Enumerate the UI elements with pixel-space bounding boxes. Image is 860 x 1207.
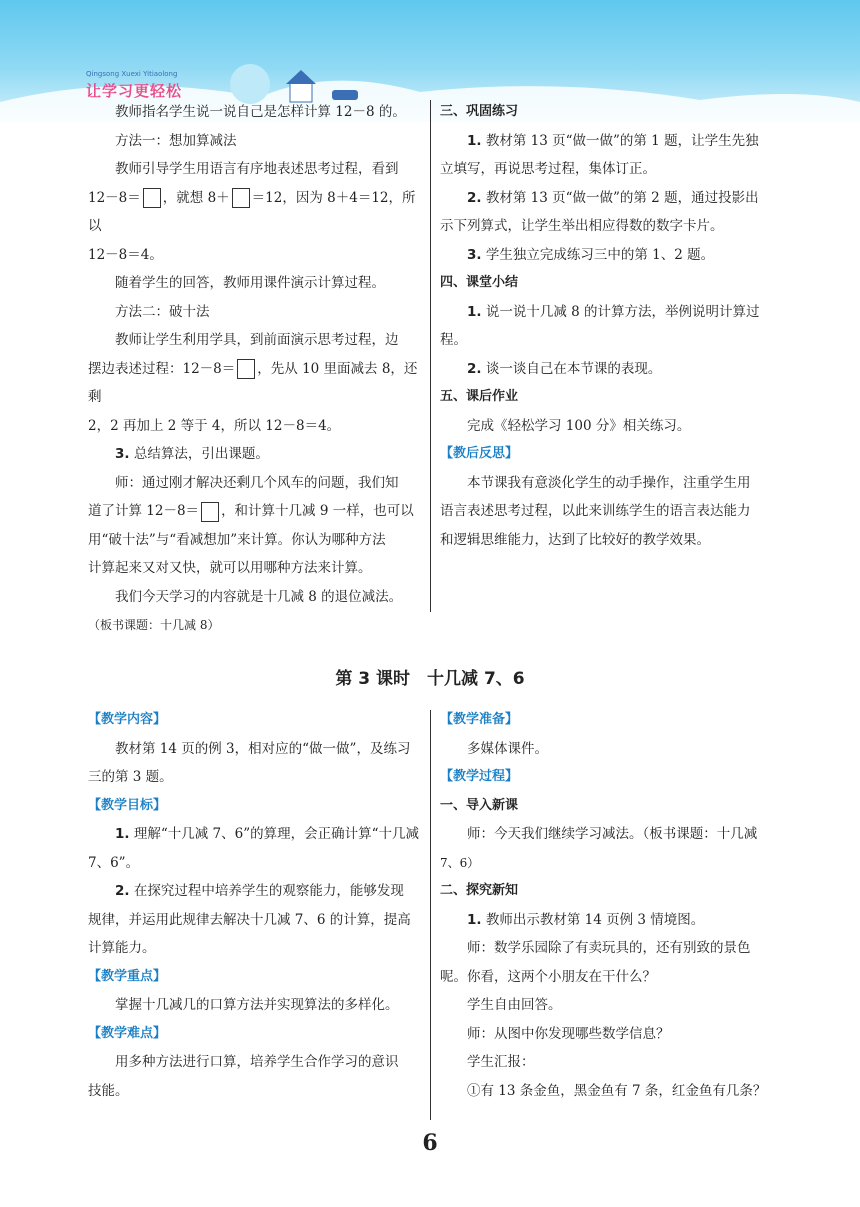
lesson-title: 第 3 课时 十几减 7、6: [335, 669, 525, 689]
section-tag: 【教学重点】: [88, 968, 167, 984]
section-heading: 四、课堂小结: [440, 275, 519, 290]
section-tag: 【教学过程】: [440, 769, 519, 784]
board-note: （板书课题：十几减 8）: [88, 618, 220, 632]
paragraph: 掌握十几减几的口算方法并实现算法的多样化。: [115, 997, 399, 1013]
list-item: 1. 说一说十几减 8 的计算方法，举例说明计算过: [467, 303, 760, 320]
section-heading: 三、巩固练习: [440, 104, 519, 119]
paragraph: 教师让学生利用学具，到前面演示思考过程，边: [115, 332, 399, 348]
paragraph: 语言表述思考过程，以此来训练学生的语言表达能力: [440, 503, 751, 519]
equation-line: 道了计算 12－8＝ ，和计算十几减 9 一样，也可以: [88, 497, 423, 526]
paragraph: 规律，并运用此规律去解决十几减 7、6 的计算，提高: [88, 911, 411, 928]
section-tag: 【教学难点】: [88, 1025, 167, 1041]
paragraph: 师：从图中你发现哪些数学信息？: [467, 1025, 670, 1042]
paragraph: 教师指名学生说一说自己是怎样计算 12－8 的。: [115, 104, 406, 120]
section-heading: 二、探究新知: [440, 883, 519, 898]
paragraph: 和逻辑思维能力，达到了比较好的教学效果。: [440, 531, 710, 548]
paragraph: 12－8＝4。: [88, 246, 163, 263]
paragraph: 我们今天学习的内容就是十几减 8 的退位减法。: [115, 588, 403, 605]
bottom-left-column: [88, 706, 423, 1105]
paragraph: 随着学生的回答，教师用课件演示计算过程。: [115, 275, 385, 291]
reflection-tag: 【教后反思】: [440, 446, 519, 461]
paragraph: 师：通过刚才解决还剩几个风车的问题，我们知: [115, 474, 399, 491]
method-two-heading: 方法二：破十法: [115, 303, 210, 320]
bottom-right-column: [440, 706, 775, 1105]
paragraph: 计算起来又对又快，就可以用哪种方法来计算。: [88, 560, 372, 576]
section-tag: 【教学准备】: [440, 712, 519, 727]
section-heading: 五、课后作业: [440, 389, 519, 404]
paragraph: 师：今天我们继续学习减法。（板书课题：十几减: [467, 826, 758, 842]
paragraph: 立填写，再说思考过程，集体订正。: [440, 161, 656, 177]
list-item: 1. 教材第 13 页“做一做”的第 1 题，让学生先独: [467, 132, 759, 149]
list-item: 1. 教师出示教材第 14 页例 3 情境图。: [467, 911, 705, 928]
section-tag: 【教学目标】: [88, 797, 167, 813]
paragraph: 教材第 14 页的例 3，相对应的“做一做”，及练习: [115, 740, 411, 757]
answer-box: [201, 502, 219, 522]
top-right-column: [440, 98, 775, 554]
top-left-column: [88, 98, 423, 640]
paragraph: 教师引导学生用语言有序地表述思考过程，看到: [115, 161, 399, 177]
paragraph: 计算能力。: [88, 940, 156, 956]
paragraph: 用“破十法”与“看减想加”来计算。你认为哪种方法: [88, 531, 386, 548]
list-item: 2. 教材第 13 页“做一做”的第 2 题，通过投影出: [467, 189, 759, 206]
paragraph: 本节课我有意淡化学生的动手操作，注重学生用: [467, 474, 751, 491]
paragraph: 学生汇报：: [467, 1054, 535, 1070]
method-one-heading: 方法一：想加算减法: [115, 132, 237, 149]
step-three: 3. 总结算法，引出课题。: [115, 446, 269, 462]
list-item: 2. 谈一谈自己在本节课的表现。: [467, 360, 662, 377]
column-divider-top: [430, 100, 431, 612]
answer-box: [143, 188, 161, 208]
section-tag: 【教学内容】: [88, 712, 167, 727]
equation-line: 摆边表述过程：12－8＝ ，先从 10 里面减去 8，还剩: [88, 360, 418, 405]
paragraph: 完成《轻松学习 100 分》相关练习。: [467, 417, 691, 434]
paragraph: 师：数学乐园除了有卖玩具的，还有别致的景色: [467, 940, 751, 956]
paragraph: 技能。: [88, 1082, 129, 1099]
section-heading: 一、导入新课: [440, 797, 519, 813]
equation-line: 12－8＝ ，就想 8＋ ＝12，因为 8＋4＝12，所以: [88, 189, 416, 234]
column-divider-bottom: [430, 710, 431, 1120]
paragraph: 7、6）: [440, 855, 480, 870]
paragraph: 程。: [440, 332, 467, 348]
paragraph: ①有 13 条金鱼，黑金鱼有 7 条，红金鱼有几条？: [467, 1082, 767, 1099]
logo-text: 让学习更轻松: [86, 82, 183, 100]
list-item: 2. 在探究过程中培养学生的观察能力，能够发现: [115, 883, 404, 899]
list-item: 1. 理解“十几减 7、6”的算理，会正确计算“十几减: [115, 826, 420, 842]
logo-subtitle: Qingsong Xuexi Yitiaolong: [86, 70, 178, 78]
paragraph: 示下列算式，让学生举出相应得数的数字卡片。: [440, 218, 724, 234]
paragraph: 2，2 再加上 2 等于 4，所以 12－8＝4。: [88, 417, 341, 434]
paragraph: 多媒体课件。: [467, 740, 548, 757]
paragraph: 呢。你看，这两个小朋友在干什么？: [440, 968, 656, 985]
paragraph: 用多种方法进行口算，培养学生合作学习的意识: [115, 1054, 399, 1070]
paragraph: 7、6”。: [88, 854, 140, 871]
page-number: 6: [422, 1130, 438, 1156]
paragraph: 学生自由回答。: [467, 997, 562, 1013]
list-item: 3. 学生独立完成练习三中的第 1、2 题。: [467, 246, 715, 263]
answer-box: [232, 188, 250, 208]
paragraph: 三的第 3 题。: [88, 769, 173, 785]
answer-box: [237, 359, 255, 379]
